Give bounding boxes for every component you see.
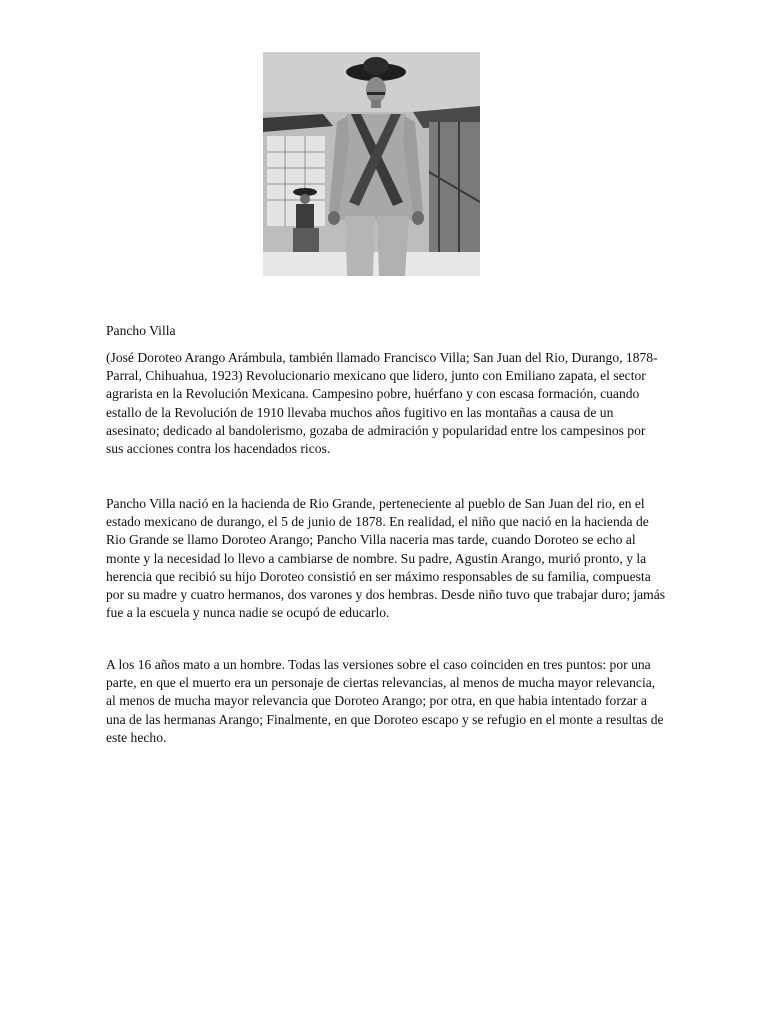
paragraph-text: Pancho Villa nació en la hacienda de Rio Grande, perteneciente al pueblo de San Juan del rio, en el estado mexicano de durango, el 5 de junio de 1878. En realidad, el niño que nació en la hacienda de Rio Grande se llamo Doroteo Arango; Pancho Villa naceria mas tarde, cuando Doroteo se echo al monte y la necesidad lo llevo a cambiarse de nombre. Su padre, Agustin Arango, murió pronto, y la herencia que recibió su hijo Doroteo consistió en ser máximo responsables de su familia, compuesta por su madre y cuatro hermanos, dos varones y dos hembras. Desde niño tuvo que trabajar duro; jamás fue a la escuela y nunca nadie se ocupó de educarlo.: [106, 496, 666, 621]
paragraph-text: (José Doroteo Arango Arámbula, también llamado Francisco Villa; San Juan del Rio, Durango, 1878- Parral, Chihuahua, 1923) Revolucionario mexicano que lidero, junto con Emiliano zapata, el sector agrarista en la Revolución Mexicana. Campesino pobre, huérfano y con escasa formación, cuando estallo de la Revolución de 1910 llevaba muchos años fugitivo en las montañas a causa de un asesinato; dedicado al bandolerismo, gozaba de admiración y popularidad entre los campesinos por sus acciones contra los hacendados ricos.: [106, 350, 658, 457]
portrait-photo: [263, 52, 480, 276]
document-title: [106, 322, 666, 340]
title-text: Pancho Villa: [106, 323, 176, 338]
paragraph-1: [106, 349, 666, 458]
paragraph-text: A los 16 años mato a un hombre. Todas las versiones sobre el caso coinciden en tres puntos: por una parte, en que el muerto era un personaje de ciertas relevancias, al menos de mucha mayor relevancia, al menos de mucha mayor relevancia que Doroteo Arango; por otra, en que habia intentado forzar a una de las hermanas Arango; Finalmente, en que Doroteo escapo y se refugio en el monte a resultas de este hecho.: [106, 657, 664, 745]
paragraph-2: [106, 495, 666, 622]
paragraph-3: [106, 656, 666, 747]
